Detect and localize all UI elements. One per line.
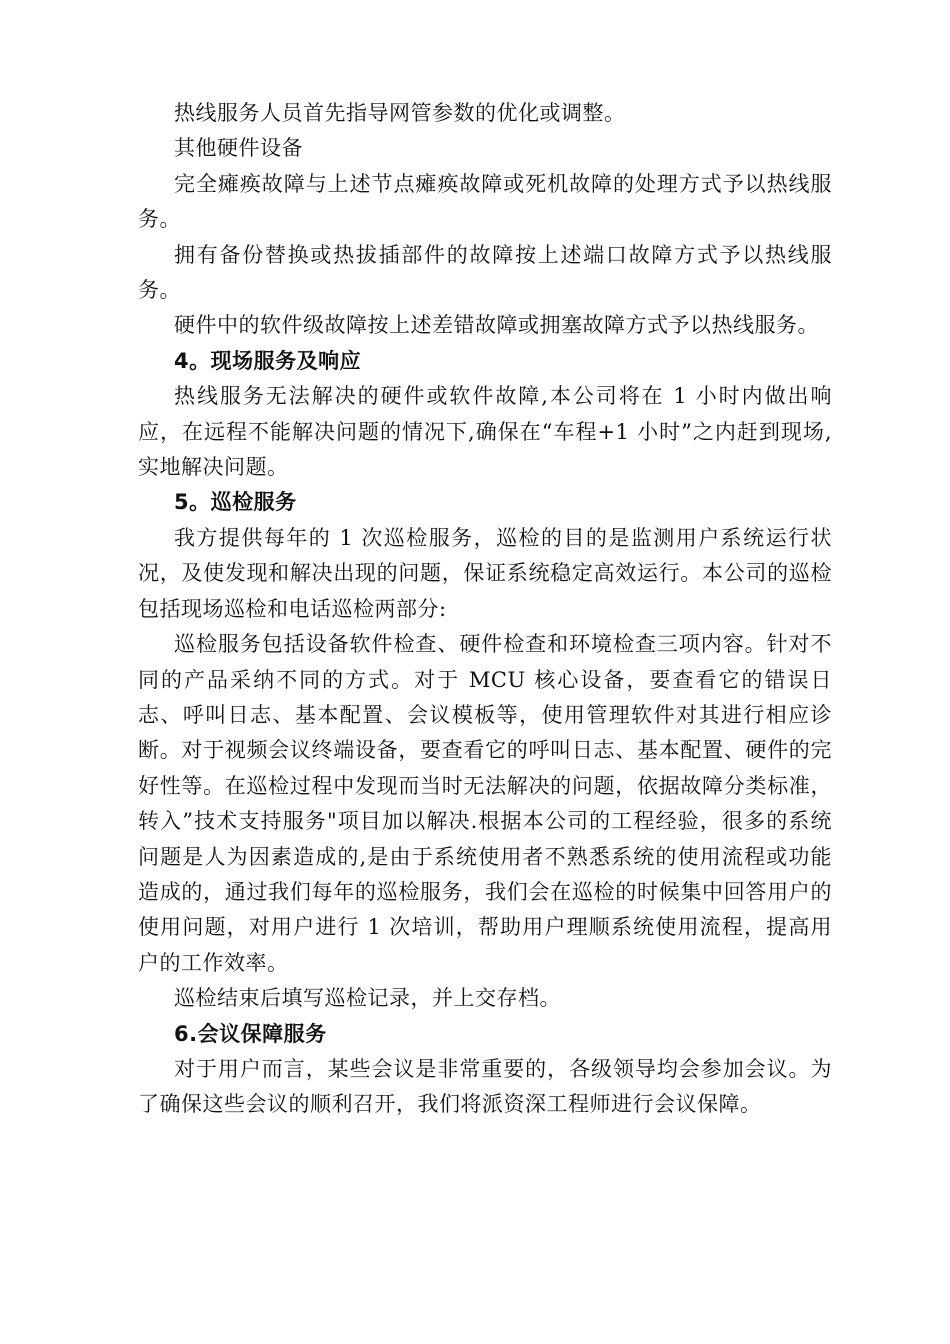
paragraph: 热线服务无法解决的硬件或软件故障,本公司将在 1 小时内做出响应，在远程不能解决问题的情况下,确保在“车程+1 小时”之内赶到现场,实地解决问题。 [138,384,832,480]
paragraph: 完全瘫痪故障与上述节点瘫痪故障或死机故障的处理方式予以热线服务。 [138,171,832,232]
paragraph: 热线服务人员首先指导网管参数的优化或调整。 [174,101,626,125]
section-heading: 6.会议保障服务 [174,1021,327,1046]
document-body [138,96,832,1123]
paragraph: 硬件中的软件级故障按上述差错故障或拥塞故障方式予以热线服务。 [174,313,819,338]
paragraph: 我方提供每年的 1 次巡检服务，巡检的目的是监测用户系统运行状况，及使发现和解决出现的问题，保证系统稳定高效运行。本公司的巡检包括现场巡检和电话巡检两部分: [138,525,832,621]
paragraph: 拥有备份替换或热拔插部件的故障按上述端口故障方式予以热线服务。 [138,242,832,303]
paragraph: 巡检结束后填写巡检记录，并上交存档。 [174,986,561,1011]
section-heading: 5。巡检服务 [174,490,297,515]
paragraph: 其他硬件设备 [174,136,303,161]
section-heading: 4。现场服务及响应 [174,348,362,373]
paragraph: 巡检服务包括设备软件检查、硬件检查和环境检查三项内容。针对不同的产品采纳不同的方式。对于 MCU 核心设备，要查看它的错误日志、呼叫日志、基本配置、会议模板等，使用管理软件对其进行相应诊断。对于视频会议终端设备，要查看它的呼叫日志、基本配置、硬件的完好性等。在巡检过程中发现而当时无法解决的问题，依据故障分类标准，转入”技术支持服务"项目加以解决.根据本公司的工程经验，很多的系统问题是人为因素造成的,是由于系统使用者不熟悉系统的使用流程或功能造成的，通过我们每年的巡检服务，我们会在巡检的时候集中回答用户的使用问题，对用户进行 1 次培训，帮助用户理顺系统使用流程，提高用户的工作效率。 [138,632,832,975]
paragraph: 对于用户而言，某些会议是非常重要的，各级领导均会参加会议。为了确保这些会议的顺利召开，我们将派资深工程师进行会议保障。 [138,1056,832,1117]
